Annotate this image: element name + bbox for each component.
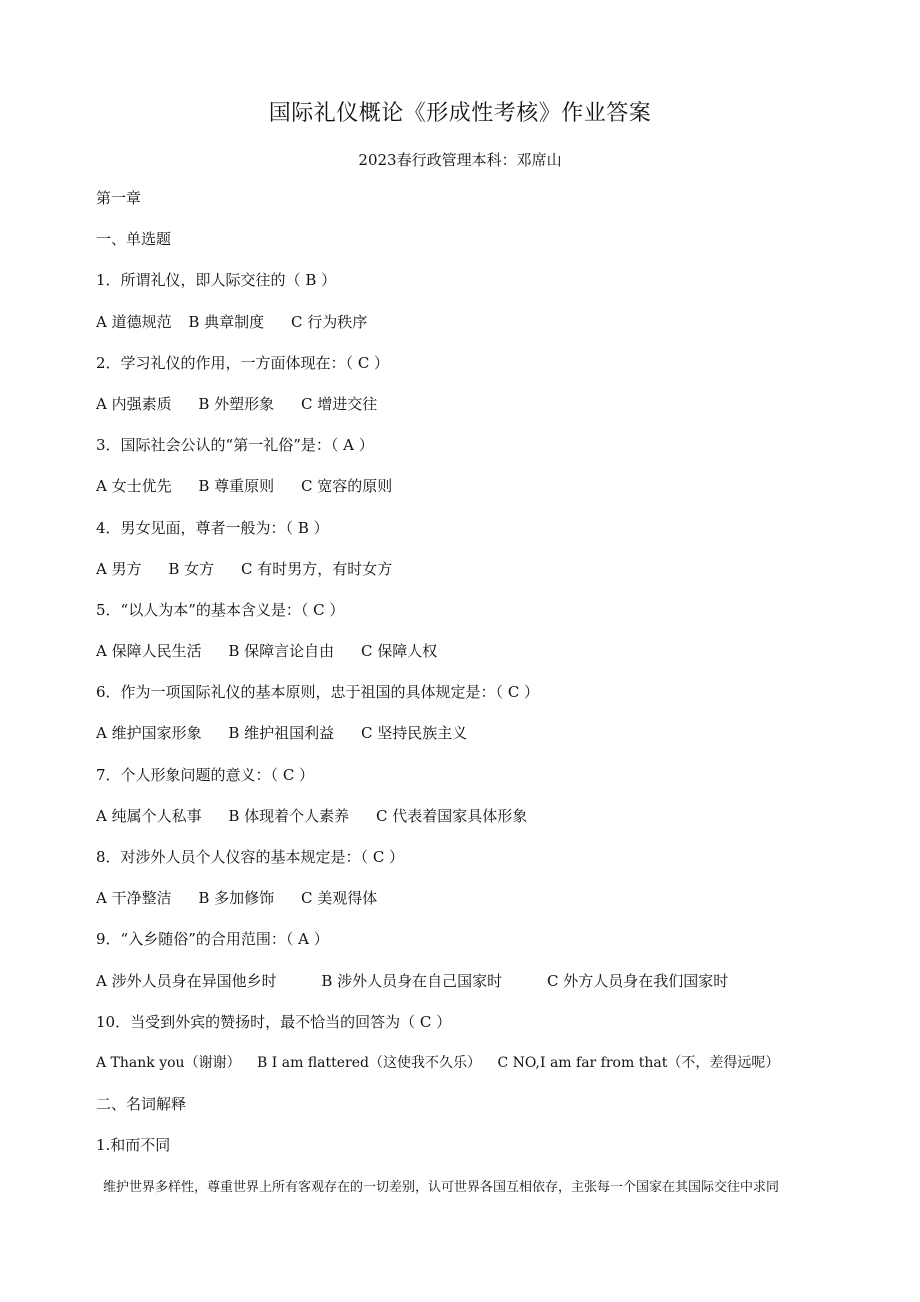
option: A 维护国家形象 — [96, 724, 202, 743]
option: C 宽容的原则 — [300, 477, 393, 496]
document-title: 国际礼仪概论《形成性考核》作业答案 — [268, 101, 652, 126]
question-text: 6．作为一项国际礼仪的基本原则，忠于祖国的具体规定是：（ C ） — [96, 683, 540, 702]
option: B 女方 — [168, 559, 215, 578]
option: B 保障言论自由 — [228, 642, 335, 661]
option: B 维护祖国利益 — [228, 724, 335, 743]
question-text: 7．个人形象问题的意义：（ C ） — [96, 765, 315, 784]
question-text: 3．国际社会公认的“第一礼俗”是：（ A ） — [96, 436, 374, 455]
question-options — [96, 391, 856, 432]
option: C 增进交往 — [300, 394, 378, 413]
option: A 内强素质 — [96, 394, 172, 413]
option: C 外方人员身在我们国家时 — [546, 971, 729, 990]
section-heading-terms: 二、名词解释 — [96, 1095, 187, 1114]
question-options — [96, 720, 856, 761]
question-options — [96, 803, 856, 844]
option: C 美观得体 — [300, 889, 378, 908]
option: A 保障人民生活 — [96, 642, 202, 661]
question-text: 10．当受到外宾的赞扬时，最不恰当的回答为（ C ） — [96, 1012, 452, 1031]
document-subtitle: 2023春行政管理本科：邓席山 — [358, 151, 562, 169]
section-heading-single-choice: 一、单选题 — [96, 230, 172, 249]
option: A Thank you（谢谢） — [96, 1054, 241, 1071]
option: B 尊重原则 — [198, 477, 275, 496]
option: A 纯属个人私事 — [96, 806, 202, 825]
option: A 道德规范 — [96, 312, 172, 331]
option: B 外塑形象 — [198, 394, 275, 413]
question-text: 5．“以人为本”的基本含义是：（ C ） — [96, 600, 345, 619]
option: A 男方 — [96, 559, 142, 578]
question-text: 4．男女见面，尊者一般为：（ B ） — [96, 518, 329, 537]
question-options — [96, 968, 856, 1009]
option: B I am flattered（这使我不久乐） — [257, 1054, 481, 1071]
chapter-heading: 第一章 — [96, 189, 142, 207]
option: C 行为秩序 — [290, 312, 368, 331]
question-options — [96, 473, 856, 514]
option: B 多加修饰 — [198, 889, 275, 908]
term-definition: 维护世界多样性，尊重世界上所有客观存在的一切差别，认可世界各国互相依存，主张每一个国家在其国际交往中求同 — [103, 1180, 780, 1195]
option: C 保障人权 — [360, 642, 438, 661]
question-text: 1．所谓礼仪，即人际交往的（ B ） — [96, 271, 337, 290]
question-options — [96, 885, 856, 926]
term-heading: 1.和而不同 — [96, 1136, 171, 1155]
question-options — [96, 309, 856, 350]
question-text: 2．学习礼仪的作用，一方面体现在：（ C ） — [96, 353, 390, 372]
option: C 代表着国家具体形象 — [375, 806, 528, 825]
option: B 典章制度 — [188, 312, 265, 331]
option: B 涉外人员身在自己国家时 — [321, 971, 503, 990]
option: A 干净整洁 — [96, 889, 172, 908]
question-text: 9．“入乡随俗”的合用范围：（ A ） — [96, 930, 329, 949]
option: B 体现着个人素养 — [228, 806, 350, 825]
document-body — [96, 185, 856, 1174]
option: A 女士优先 — [96, 477, 172, 496]
option: A 涉外人员身在异国他乡时 — [96, 971, 277, 990]
option: C 坚持民族主义 — [360, 724, 468, 743]
option: C NO,I am far from that（不，差得远呢） — [497, 1054, 780, 1071]
question-options — [96, 556, 856, 597]
question-options — [96, 1050, 856, 1091]
option: C 有时男方，有时女方 — [240, 559, 393, 578]
question-text: 8．对涉外人员个人仪容的基本规定是：（ C ） — [96, 848, 405, 866]
question-options — [96, 638, 856, 679]
